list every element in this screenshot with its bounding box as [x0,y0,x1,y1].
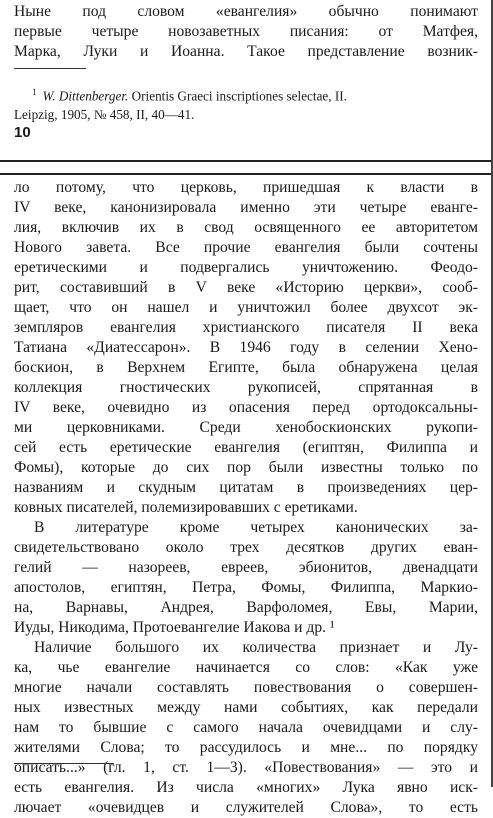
text-line: гелий — назореев, евреев, эбионитов, двенадцати [14,559,478,576]
text-line: еретическими и подвергались уничтожению. Феодо- [14,259,478,276]
footnote-line: Leipzig, 1905, № 458, II, 40—41. [14,107,195,123]
text-line: боскион, в Верхнем Египте, была обнаружена целая [14,359,478,376]
text-line: апостолов, египтян, Петра, Фомы, Филиппа, Маркио- [14,579,478,596]
footnote-line [14,83,478,105]
footnote-separator [14,68,86,69]
text-line: названиям и скудным цитатам в произведениях цер- [14,479,478,496]
text-line: первые четыре новозаветных писания: от Матфея, [14,23,478,40]
footnote-separator-bottom [14,763,114,764]
text-line: Наличие большого их количества признает и Лу- [34,639,478,656]
footnote-mark: 1 [32,87,37,97]
page-divider [0,160,493,175]
text-line: ных известных между нами событиях, как передали [14,699,478,716]
text-line: есть евангелия. Из числа «многих» Лука явно иск- [14,779,478,796]
text-line: сей есть еретические евангелия (египтян, Филиппа и [14,439,478,456]
text-line: ми церковниками. Среди хенобоскионских рукопи- [14,419,478,436]
text-line: Ныне под словом «евангелия» обычно понимают [14,3,478,20]
text-line: ковных писателей, полемизировавших с еретиками. [14,499,358,516]
text-line: коллекция гностических рукописей, спрятанная в [14,379,478,396]
text-line: свидетельствовано около трех десятков других еван- [14,539,478,556]
text-line: жителями Слова; то рассудилось и мне... по порядку [14,739,478,756]
footnote [14,83,478,124]
main-text [14,178,478,818]
text-line: на, Варнавы, Андрея, Варфоломея, Евы, Марии, [14,599,478,616]
text-line: описать...» (гл. 1, ст. 1—3). «Повествования» — это и [14,759,478,776]
text-line: нам то бывшие с самого начала очевидцами и слу- [14,719,478,736]
text-line: земпляров евангелия христианского писателя II века [14,319,478,336]
text-line: Марка, Луки и Иоанна. Такое представление возник- [14,43,478,60]
footnote-author: W. Dittenberger. [42,88,129,104]
top-paragraph [14,2,478,62]
text-line: многие начали составлять повествования о совершен- [14,679,478,696]
text-line: Иуды, Никодима, Протоевангелие Иакова и др. ¹ [14,619,335,636]
text-line: щает, что он нашел и уничтожил более двухсот эк- [14,299,478,316]
text-line: Татиана «Диатессарон». В 1946 году в селении Хено- [14,339,478,356]
text-line: ло потому, что церковь, пришедшая к власти в [14,179,478,196]
text-line: лючает «очевидцев и служителей Слова», то есть [14,799,478,816]
text-line: IV веке, канонизировала именно эти четыре еванге- [14,199,478,216]
text-line: В литературе кроме четырех канонических за- [34,519,478,536]
previous-page-fragment [0,0,493,160]
text-line: Фомы), которые до сих пор были известны только по [14,459,478,476]
text-line: Нового завета. Все прочие евангелия были сочтены [14,239,478,256]
footnote-title: Orientis Graeci inscriptiones selectae, II. [128,88,347,104]
text-line: рит, составивший в V веке «Историю церкви», сооб- [14,279,478,296]
text-line: лия, включив их в свод освященного ее авторитетом [14,219,478,236]
page-number: 10 [14,124,31,141]
text-line: IV веке, очевидно из опасения перед ортодоксальны- [14,399,478,416]
current-page [0,175,493,816]
text-line: ка, чье евангелие начинается со слов: «Как уже [14,659,478,676]
